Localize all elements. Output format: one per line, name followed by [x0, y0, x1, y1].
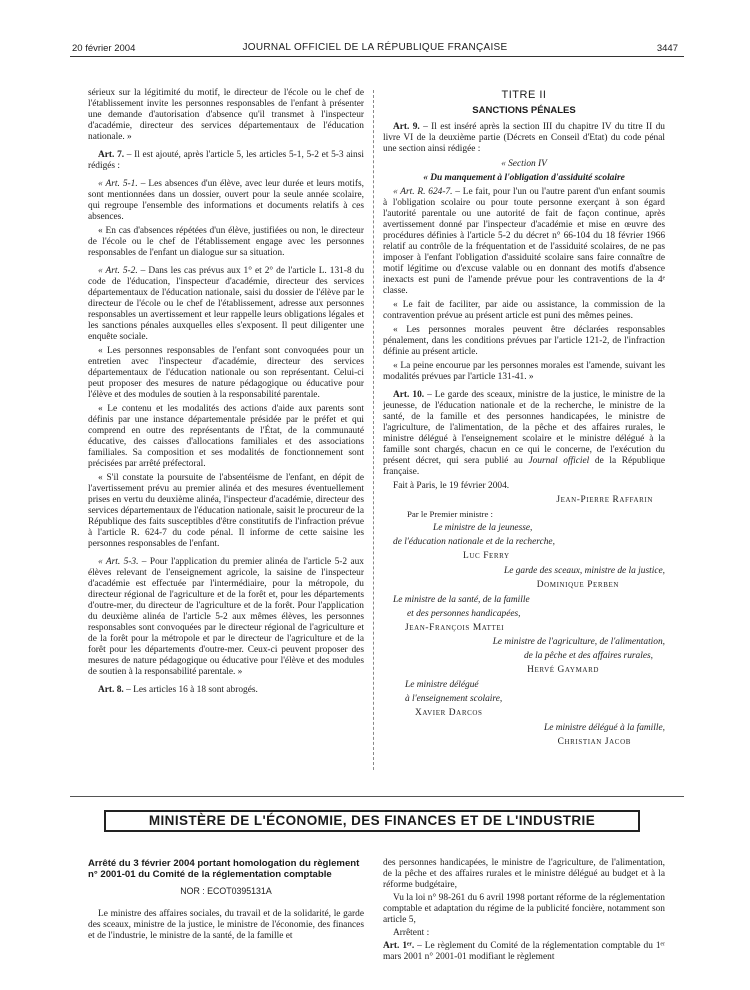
column-divider — [373, 90, 374, 770]
article-r-624-7 — [383, 187, 665, 297]
article-10 — [383, 390, 665, 478]
paragraph: « Les personnes responsables de l'enfant sont convoquées pour un entretien avec l'inspecteur d'académie, directeur des services départementaux de l'éducation nationale ou son représentant. Celui-ci peut proposer des mesures de nature pédagogique ou éducative pour l'élève et des modules de soutien à la responsabilité parentale. — [88, 346, 364, 400]
signatory-title: de l'éducation nationale et de la recherche, — [393, 537, 555, 547]
article-text: – Les absences d'un élève, avec leur durée et leurs motifs, sont mentionnées dans un dossier, ouvert pour la seule année scolaire, qui regroupe l'ensemble des informations et documents relatifs à ces absences. — [88, 179, 364, 222]
page-number: 3447 — [656, 43, 678, 54]
paragraph: « Le contenu et les modalités des actions d'aide aux parents sont définis par une instance départementale présidée par le préfet et qui comprend en outre des représentants de l'État, de la communauté éducative, des caisses d'allocations familiales et des associations familiales. Sa composition et ses modalités de fonctionnement sont précisées par arrêté préfectoral. — [88, 404, 364, 469]
title-heading: TITRE II — [501, 89, 547, 101]
article-label: Art. 1ᵉʳ. — [383, 941, 415, 951]
journal-ref: Journal officiel — [528, 456, 590, 466]
paragraph: des personnes handicapées, le ministre de l'agriculture, de l'alimentation, de la pêche et des affaires rurales et le ministre délégué au budget et à la réforme budgétaire, — [383, 858, 665, 890]
signatory-title: Le ministre de l'agriculture, de l'alimentation, — [492, 637, 665, 647]
article-label: Art. 7. — [98, 150, 125, 160]
section-label: « Section IV — [501, 159, 547, 169]
signatures — [383, 495, 665, 748]
article-9 — [383, 122, 665, 155]
article-label: « Art. 5-2. — [98, 266, 138, 276]
article-label: Art. 8. — [98, 685, 124, 695]
fait-line: Fait à Paris, le 19 février 2004. — [393, 481, 510, 491]
bottom-left-column — [88, 858, 364, 944]
article-text: – Il est ajouté, après l'article 5, les articles 5-1, 5-2 et 5-3 ainsi rédigés : — [88, 150, 364, 171]
article-text: – Le fait, pour l'un ou l'autre parent d'un enfant soumis à l'obligation scolaire ou pour toute personne exerçant à son égard l'autorité parentale ou une autorité de fait de façon continue, après avertissement donné par l'inspecteur d'académie et mise en œuvre des procédures définies à l'article 5-2 du décret n° 66-104 du 18 février 1966 relatif au contrôle de la fréquentation et de l'assiduité scolaires, de ne pas imposer à l'enfant l'obligation d'assiduité scolaire sans faire connaître de motif légitime ou d'excuse valable ou en donnant des motifs d'absence inexacts est puni de l'amende prévue pour les contraventions de la 4ᵉ classe. — [383, 187, 665, 296]
issue-date: 20 février 2004 — [72, 43, 136, 54]
signatory-name: Luc Ferry — [463, 551, 510, 561]
paragraph: Vu la loi n° 98-261 du 6 avril 1998 portant réforme de la réglementation comptable et adaptation du régime de la publicité foncière, notamment son article 5, — [383, 893, 665, 925]
signatory-name: Jean-Pierre Raffarin — [556, 495, 653, 505]
nor-reference: NOR : ECOT0395131A — [180, 886, 272, 896]
signatory-title: Le garde des sceaux, ministre de la justice, — [504, 566, 665, 576]
signatory-name: Hervé Gaymard — [527, 665, 599, 675]
paragraph: sérieux sur la légitimité du motif, le directeur de l'école ou le chef de l'établissement invite les personnes responsables de l'enfant à présenter une demande d'autorisation d'absence qu'il transmet à l'inspecteur d'académie, directeur des services départementaux de l'éducation nationale. » — [88, 88, 364, 142]
article-text: – Pour l'application du premier alinéa de l'article 5-2 aux élèves relevant de l'enseignement agricole, la saisine de l'inspecteur d'académie est effectuée par l'intermédiaire, pour la métropole, du directeur régional de l'agriculture et de la forêt et, pour les départements d'outre-mer, du directeur de l'agriculture et de la forêt. Pour l'application du deuxième alinéa de l'article 5-2 aux mêmes élèves, les personnes responsables sont convoquées par le directeur régional de l'agriculture et de la forêt pour la métropole et par le directeur de l'agriculture et de la forêt pour les départements d'outre-mer. Ceux-ci peuvent proposer des mesures de nature pédagogique ou éducative pour l'élève et des modules de soutien à la responsabilité parentale. » — [88, 557, 364, 677]
left-column — [88, 88, 364, 699]
article-label: Art. 9. — [393, 122, 420, 132]
signatory-name: Jean-François Mattei — [405, 623, 505, 633]
article-text: – Les articles 16 à 18 sont abrogés. — [123, 685, 258, 695]
journal-title: JOURNAL OFFICIEL DE LA RÉPUBLIQUE FRANÇAISE — [242, 42, 508, 53]
signatory-title: Le ministre de la jeunesse, — [433, 523, 533, 533]
right-column — [383, 88, 665, 751]
paragraph: « S'il constate la poursuite de l'absentéisme de l'enfant, en dépit de l'avertissement prévu au premier alinéa et des mesures éventuellement prises en vertu du deuxième alinéa, l'inspecteur d'académie, directeur des services départementaux de l'éducation nationale, saisit le procureur de la République des faits susceptibles d'être constitutifs de l'infraction prévue à l'article R. 624-7 du code pénal. Il informe de cette saisine les personnes responsables de l'enfant. — [88, 473, 364, 549]
article-7 — [88, 150, 364, 172]
signatory-name: Dominique Perben — [536, 580, 619, 590]
paragraph: Le ministre des affaires sociales, du travail et de la solidarité, le garde des sceaux, ministre de la justice, le ministre de l'économie, des finances et de l'industrie, le ministre de la santé, de la famille et — [88, 909, 364, 941]
article-text: de la République française. — [383, 456, 665, 477]
section-title: « Du manquement à l'obligation d'assiduité scolaire — [423, 173, 625, 183]
article-text: – Le garde des sceaux, ministre de la justice, le ministre de la jeunesse, de l'éducation nationale et de la recherche, le ministre de la santé, de la famille et des personnes handicapées, le ministre de l'agriculture, de l'alimentation, de la pêche et des affaires rurales, le ministre délégué à l'enseignement scolaire et le ministre délégué à la famille sont chargés, chacun en ce qui le concerne, de l'exécution du présent décret, qui sera publié au — [383, 390, 665, 466]
arretent-line: Arrêtent : — [393, 928, 430, 938]
paragraph: « Les personnes morales peuvent être déclarées responsables pénalement, dans les conditions prévues par l'article 121-2, de l'infraction définie au présent article. — [383, 325, 665, 357]
signatory-title: Le ministre délégué — [405, 680, 479, 690]
signatory-name: Xavier Darcos — [415, 708, 483, 718]
paragraph: « En cas d'absences répétées d'un élève, justifiées ou non, le directeur de l'école ou le chef de l'établissement engage avec les personnes responsables de l'enfant un dialogue sur sa situation. — [88, 226, 364, 258]
signatory-title: de la pêche et des affaires rurales, — [523, 651, 653, 661]
article-5-1 — [88, 179, 364, 223]
article-label: « Art. 5-3. — [98, 557, 139, 567]
header-rule — [70, 56, 684, 57]
article-text: – Le règlement du Comité de la réglementation comptable du 1ᵉʳ mars 2001 n° 2001-01 modifiant le règlement — [383, 941, 665, 962]
article-5-2 — [88, 266, 364, 343]
section-heading: SANCTIONS PÉNALES — [472, 105, 576, 116]
signatory-title: et des personnes handicapées, — [407, 609, 521, 619]
arrete-title: Arrêté du 3 février 2004 portant homologation du règlement n° 2001-01 du Comité de la réglementation comptable — [88, 858, 360, 880]
article-8 — [88, 685, 364, 696]
paragraph: « La peine encourue par les personnes morales est l'amende, suivant les modalités prévues par l'article 131-41. » — [383, 361, 665, 382]
article-text: – Il est inséré après la section III du chapitre IV du titre II du livre VI de la deuxième partie (Décrets en Conseil d'Etat) du code pénal une section ainsi rédigée : — [383, 122, 665, 154]
signatory-title: Le ministre de la santé, de la famille — [393, 595, 530, 605]
section-rule — [70, 796, 684, 797]
article-1 — [383, 941, 665, 963]
article-label: « Art. R. 624-7. — [393, 187, 453, 197]
article-label: « Art. 5-1. — [98, 179, 138, 189]
article-label: Art. 10. — [393, 390, 425, 400]
signatory-title: à l'enseignement scolaire, — [405, 694, 503, 704]
paragraph: « Le fait de faciliter, par aide ou assistance, la commission de la contravention prévue au présent article est puni des mêmes peines. — [383, 300, 665, 321]
ministry-banner: MINISTÈRE DE L'ÉCONOMIE, DES FINANCES ET DE L'INDUSTRIE — [104, 810, 640, 832]
signatory-title: Le ministre délégué à la famille, — [544, 723, 665, 733]
page-header — [0, 0, 750, 60]
signatory-name: Christian Jacob — [557, 737, 631, 747]
article-5-3 — [88, 557, 364, 678]
par-line: Par le Premier ministre : — [407, 509, 493, 519]
article-text: – Dans les cas prévus aux 1° et 2° de l'article L. 131-8 du code de l'éducation, l'inspecteur d'académie, directeur des services départementaux de l'éducation nationale, saisi du dossier de l'élève par le directeur de l'école ou le chef de l'établissement, adresse aux personnes responsables un avertissement et leur rappelle leurs obligations légales et les sanctions pénales auxquelles elles s'exposent. Il peut diligenter une enquête sociale. — [88, 266, 365, 342]
bottom-right-column — [383, 858, 665, 965]
